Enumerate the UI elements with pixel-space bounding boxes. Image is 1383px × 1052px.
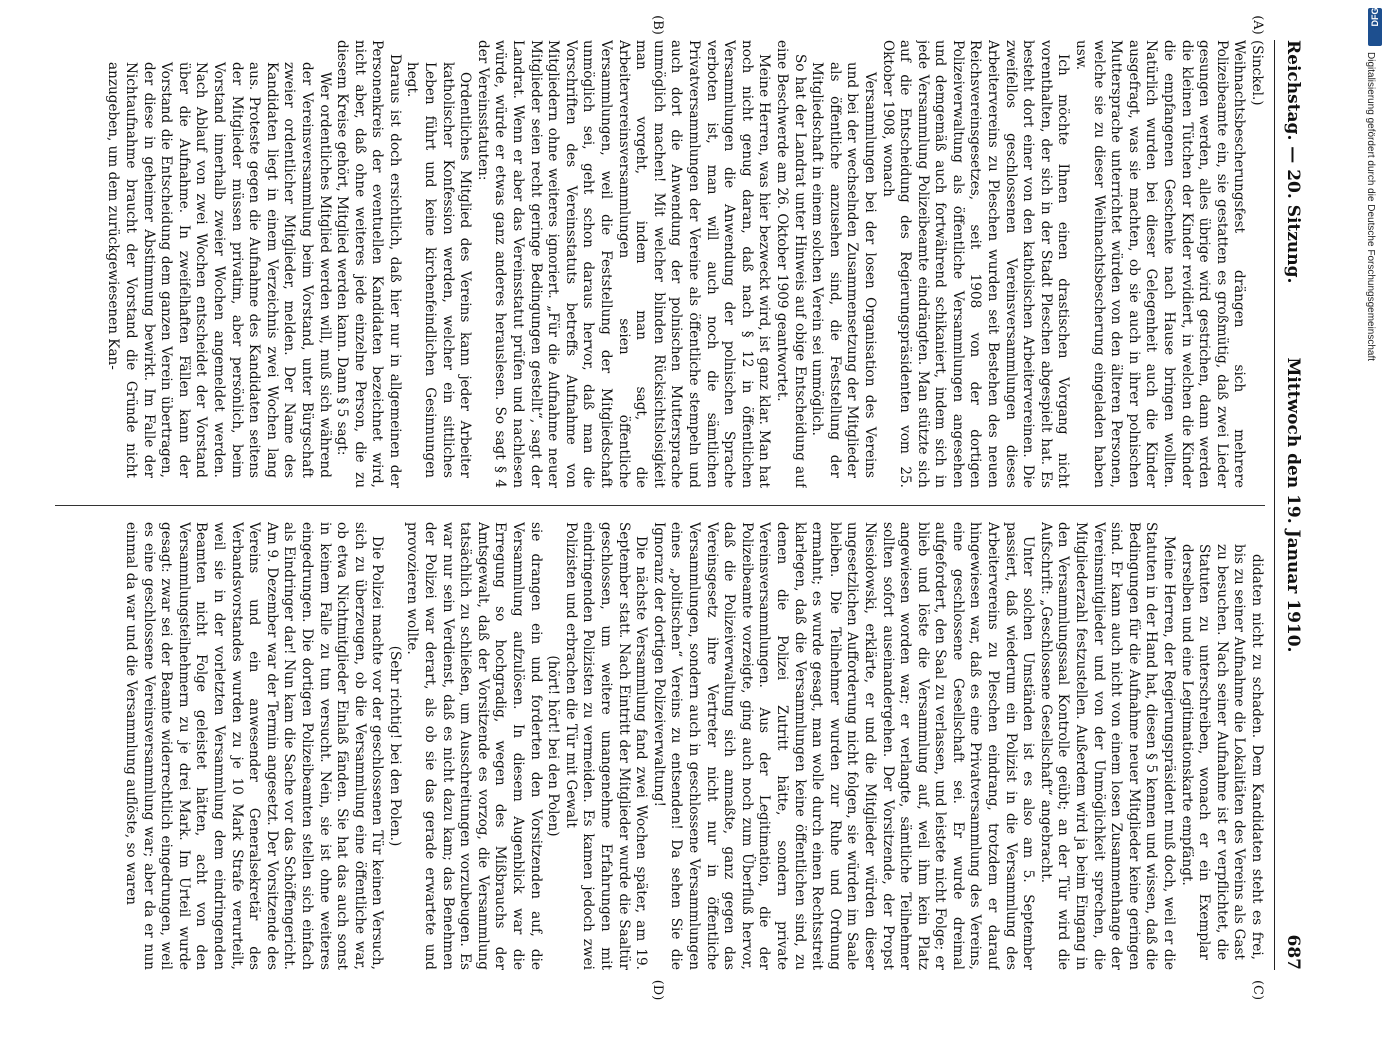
quote: didaten nicht zu schaden. Dem Kandidaten steht es frei, bis zu seiner Aufnahme die Lokalitäten des Vereins als Gast zu besuchen. Nach seiner Aufnahme ist er verpflichtet, die Statuten zu unterschreiben, wonach er ein Exemplar derselben und eine Legitimationskarte empfängt.: [1178, 544, 1265, 960]
column-divider: [55, 505, 1265, 506]
page-header: [1277, 40, 1305, 970]
paragraph: Die nächste Versammlung fand zwei Wochen später, am 19. September statt. Nach Eintritt der Mitglieder wurde die Saaltür geschlossen, um weitere unangenehme Erfahrungen mit eindringenden Polizisten zu vermeiden. Es kamen jedoch zwei Polizisten und erbrachen die Tür mit Gewalt: [562, 522, 650, 970]
page-number: 687: [1283, 934, 1303, 970]
quote: Versammlungen bei der losen Organisation des Vereins und bei der wechselnden Zusammensetzung der Mitglieder als öffentliche anzusehen sind, die Feststellung der Mitgliedschaft in einem solchen Verein sei unmöglich.: [809, 62, 878, 478]
dfg-logo-text: DFG: [1370, 7, 1380, 27]
header-date: Mittwoch den 19. Januar 1910.: [1283, 357, 1303, 653]
interjection: (Sehr richtig! bei den Polen.): [386, 645, 403, 847]
header-left: Reichstag. — 20. Sitzung.: [1283, 40, 1303, 284]
margin-mark-b: (B): [650, 15, 665, 35]
paragraph: Meine Herren, was hier bezweckt wird, ist ganz klar. Man hat noch nicht genug daran, daß nach § 12 in öffentlichen Versammlungen die Anwendung der polnischen Sprache verboten ist, man will auch noch die sämtlichen Privatversammlungen der Vereine als öffentliche stempeln und auch dort die Anwendung der polnischen Muttersprache unmöglich machen! Mit welcher blinden Rücksichtslosigkeit man vorgeht, indem man sagt, die Arbeitervereinsversammlungen seien öffentliche Versammlungen, weil die Feststellung der Mitgliedschaft unmöglich sei, geht schon daraus hervor, daß man die Vorschriften des Vereinsstatuts betreffs Aufnahme von Mitgliedern ohne weiteres ignoriert. „Für die Aufnahme neuer Mitglieder seien recht geringe Bedingungen gestellt“, sagt der Landrat. Wenn er aber das Vereinsstatut prüfen und nachlesen würde, würde er etwas ganz anderes herauslesen. So sagt § 4 der Vereinsstatuten:: [474, 40, 773, 488]
margin-mark-c: (C): [1250, 979, 1265, 1001]
paragraph: Meine Herren, der Regierungspräsident muß doch, weil er die Statuten in der Hand hat, diesen § 5 kennen und wissen, daß die Bedingungen für die Aufnahme neuer Mitglieder keine geringen sind. Er kann auch nicht von einem losen Zusammenhange der Vereinsmitglieder und von der Unmöglichkeit sprechen, die Mitgliederzahl festzustellen. Außerdem wird ja beim Eingang in den Versammlungssaal Kontrolle geübt; an der Tür wird die Aufschrift: „Geschlossene Gesellschaft“ angebracht.: [1037, 522, 1178, 970]
paragraph: So hat der Landrat unter Hinweis auf obige Entscheidung auf eine Beschwerde am 26. Oktober 1909 geantwortet.: [773, 40, 808, 488]
paragraph: sie drangen ein und forderten den Vorsitzenden auf, die Versammlung aufzulösen. In diesem Augenblick war die Erregung so hochgradig, wegen des Mißbrauchs der Amtsgewalt, daß der Vorsitzende es vorzog, die Versammlung tatsächlich zu schließen, um Ausschreitungen vorzubeugen. Es war nur sein Verdienst, daß es nicht dazu kam; das Benehmen der Polizei war derart, als ob sie das gerade erwartete und provozieren wollte.: [404, 522, 544, 970]
paragraph: Die Polizei machte vor der geschlossenen Tür keinen Versuch, sich zu überzeugen, ob die Versammlung eine öffentliche war, ob etwa Nichtmitglieder Einlaß fänden. Sie hat das auch sonst in keinem Falle zu tun versucht. Nein, sie ist ohne weiteres eingedrungen. Die dortigen Polizeibeamten stellen sich einfach als Eindringer dar! Nun kam die Sache vor das Schöffengericht. Am 9. Dezember war der Termin angesetzt. Der Vorsitzende des Vereins und ein anwesender Generalsekretär des Verbandsvorstandes wurden zu je 10 Mark Strafe verurteilt, weil sie in der vorletzten Versammlung dem eindringenden Beamten nicht Folge geleistet hätten, acht von den Versammlungsteilnehmern zu je drei Mark. Im Urteil wurde gesagt: zwar sei der Beamte widerrechtlich eingedrungen, weil es eine geschlossene Vereinsversammlung war; aber da er nun einmal da war und die Versammlung auflöste, so waren: [123, 522, 386, 970]
credit-text: Digitalisierung gefördert durch die Deutsche Forschungsgemeinschaft: [1365, 52, 1376, 362]
paragraph: Weihnachtsbescherungsfest drängen sich mehrere Polizeibeamte ein, sie gestatten es großmütig, daß zwei Lieder gesungen werden, alles übrige wird gestrichen, dann werden die kleinen Tütchen der Kinder revidiert, in welchen die Kinder die empfangenen Geschenke nach Hause bringen wollten. Natürlich wurden bei dieser Gelegenheit auch die Kinder ausgefragt, was sie machten, ob sie auch in ihrer polnischen Muttersprache unterrichtet würden von den älteren Personen, welche sie zu dieser Weihnachtsbescherung eingeladen haben usw.: [1073, 40, 1248, 488]
paragraph: Ich möchte Ihnen einen drastischen Vorgang nicht vorenthalten, der sich in der Stadt Pleschen abgespielt hat. Es besteht dort einer von den katholischen Arbeitervereinen. Die zweifellos geschlossenen Vereinsversammlungen dieses Arbeitervereins zu Pleschen wurden seit Bestehen des neuen Reichsvereinsgesetzes, seit 1908 von der dortigen Polizeiverwaltung als öffentliche Versammlungen angesehen und demgemäß auch fortwährend schikaniert, indem sich in jede Versammlung Polizeibeamte eindrängten. Man stützte sich auf die Entscheidung des Regierungspräsidenten vom 25. Oktober 1908, wonach: [879, 40, 1072, 488]
left-column: [55, 40, 1265, 488]
margin-mark-d: (D): [650, 979, 665, 1001]
quote: Wer ordentliches Mitglied werden will, muß sich während der Vereinsversammlung beim Vorstand, unter Bürgschaft zweier ordentlicher Mitglieder, melden. Der Name des Kandidaten liegt in einem Verzeichnis zwei Wochen lang aus. Proteste gegen die Aufnahme des Kandidaten seitens der Mitglieder müssen privatim, aber persönlich, beim Vorstand innerhalb zweier Wochen angemeldet werden. Nach Ablauf von zwei Wochen entscheidet der Vorstand über die Aufnahme. In zweifelhaften Fällen kann der Vorstand die Entscheidung dem ganzen Verein übertragen, der diese in geheimer Abstimmung bewirkt. Im Falle der Nichtaufnahme braucht der Vorstand die Gründe nicht anzugeben, um dem zurückgewiesenen Kan-: [105, 62, 333, 478]
paragraph: Daraus ist doch ersichtlich, daß hier nur in allgemeinen der Personenkreis der eventuellen Kandidaten bezeichnet wird, nicht aber, daß ohne weiteres jede einzelne Person, die zu diesem Kreise gehört, Mitglied werden kann. Dann § 5 sagt:: [334, 40, 403, 488]
margin-mark-a: (A): [1250, 15, 1265, 35]
digitization-credit: [1362, 0, 1382, 1000]
dfg-logo: [1368, 8, 1382, 46]
quote: Ordentliches Mitglied des Vereins kann jeder Arbeiter katholischer Konfession werden, welcher ein sittliches Leben führt und keine kirchenfeindlichen Gesinnungen hegt.: [404, 62, 474, 478]
rotated-page: [45, 15, 1305, 1001]
right-column: [55, 522, 1265, 970]
paragraph: Unter solchen Umständen ist es also am 5. September passiert, daß wiederum ein Polizist in die Versammlung des Arbeitervereins zu Pleschen eindrang, trotzdem er darauf hingewiesen war, daß es eine Privatversammlung des Vereins, eine geschlossene Gesellschaft sei. Er wurde dreimal aufgefordert, den Saal zu verlassen, und leistete nicht Folge; er blieb und löste die Versammlung auf, weil ihm kein Platz angewiesen worden war; er verlangte, sämtliche Teilnehmer sollten sofort auseinandergehen. Der Vorsitzende, der Propst Niesiołowski, erklärte, er und die Mitglieder würden dieser ungesetzlichen Aufforderung nicht folgen, sie würden im Saale bleiben. Die Teilnehmer wurden zur Ruhe und Ordnung ermahnt; es wurde gesagt, man wolle durch einen Rechtsstreit klarlegen, daß die Versammlungen keine öffentlichen sind, zu denen die Polizei Zutritt hätte, sondern private Vereinsversammlungen. Aus der Legitimation, die der Polizeibeamte vorzeigte, ging auch noch zum Überfluß hervor, daß die Polizeiverwaltung sich anmaßte, ganz gegen das Vereinsgesetz ihre Vertreter nicht nur in öffentliche Versammlungen, sondern auch in geschlossene Versammlungen eines „politischen“ Vereins zu entsenden! Da sehen Sie die Ignoranz der dortigen Polizeiverwaltung!: [650, 522, 1037, 970]
interjection: (hört! hört! bei den Polen): [545, 655, 562, 837]
header-rule: [1274, 40, 1275, 970]
speaker-tag: (Sinckel.): [1249, 40, 1265, 106]
